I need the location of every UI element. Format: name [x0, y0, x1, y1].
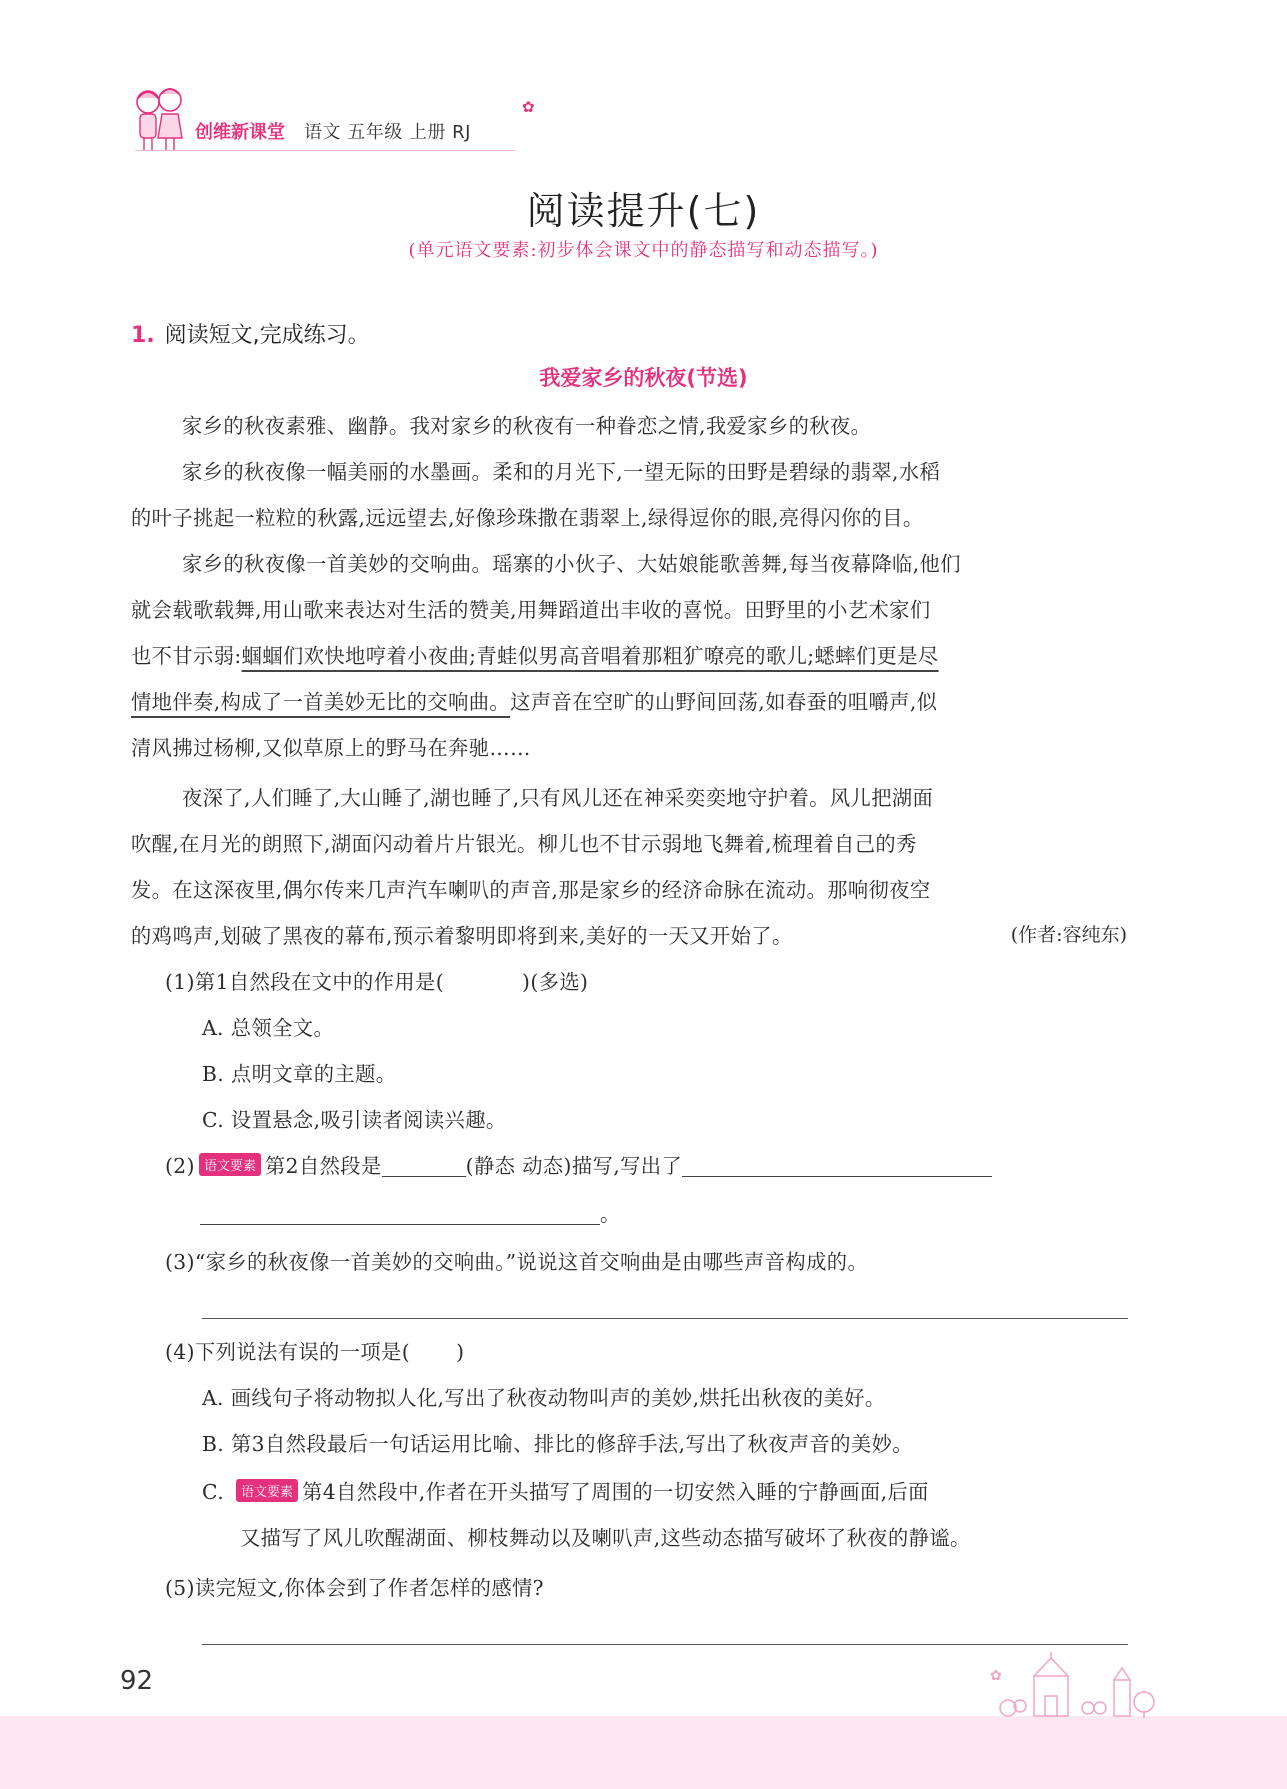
- q4-stem: (4)下列说法有误的一项是(: [165, 1340, 411, 1364]
- question-number: 1.: [131, 323, 155, 348]
- q2-end: 。: [600, 1202, 621, 1226]
- castle-illustration-icon: [990, 1650, 1160, 1720]
- question-heading: [131, 318, 370, 349]
- article-line: 夜深了,人们睡了,大山睡了,湖也睡了,只有风儿还在神采奕奕地守护着。风儿把湖面: [182, 786, 934, 810]
- q2-blank-type[interactable]: [382, 1176, 466, 1177]
- q1-stem: (1)第1自然段在文中的作用是(: [165, 970, 445, 994]
- sub-question-1: [165, 966, 588, 995]
- q4-option-a[interactable]: A. 画线句子将动物拟人化,写出了秋夜动物叫声的美妙,烘托出秋夜的美好。: [202, 1386, 886, 1410]
- article-author: (作者:容纯东): [1010, 924, 1127, 946]
- underlined-sentence: 蝈蝈们欢快地哼着小夜曲;青蛙似男高音唱着那粗犷嘹亮的歌儿;蟋蟀们更是尽: [241, 644, 939, 668]
- butterfly-icon: ✿: [522, 98, 535, 116]
- header-subject: 语文 五年级 上册 RJ: [304, 122, 471, 143]
- page-number: 92: [120, 1666, 154, 1696]
- q2-continuation: [200, 1198, 621, 1227]
- header-brand: 创维新课堂: [195, 122, 285, 143]
- element-badge: 语文要素: [199, 1153, 261, 1176]
- element-badge: 语文要素: [236, 1479, 298, 1502]
- article-line: 家乡的秋夜像一幅美丽的水墨画。柔和的月光下,一望无际的田野是碧绿的翡翠,水稻: [182, 460, 941, 484]
- page-subtitle: (单元语文要素:初步体会课文中的静态描写和动态描写。): [408, 240, 879, 261]
- q4-option-c-prefix: C.: [202, 1480, 225, 1504]
- q4-option-c[interactable]: [202, 1476, 929, 1505]
- q4-tail: ): [456, 1340, 465, 1364]
- article-line: [131, 640, 939, 669]
- sub-question-4: [165, 1336, 464, 1365]
- q1-option-c[interactable]: C. 设置悬念,吸引读者阅读兴趣。: [202, 1108, 507, 1132]
- article-line: [131, 686, 937, 715]
- article-line: 吹醒,在月光的朗照下,湖面闪动着片片银光。柳儿也不甘示弱地飞舞着,梳理着自己的秀: [131, 832, 917, 856]
- q2-blank-content-2[interactable]: [200, 1224, 600, 1225]
- q1-tail: )(多选): [522, 970, 589, 994]
- article-line: 的叶子挑起一粒粒的秋露,远远望去,好像珍珠撒在翡翠上,绿得逗你的眼,亮得闪你的目。: [131, 506, 924, 530]
- article-line: 清风拂过杨柳,又似草原上的野马在奔驰……: [131, 736, 531, 760]
- bottom-band: [0, 1716, 1287, 1789]
- sub-question-2: [165, 1150, 992, 1179]
- q1-option-b[interactable]: B. 点明文章的主题。: [202, 1062, 397, 1086]
- q4-option-c-line2: 又描写了风儿吹醒湖面、柳枝舞动以及喇叭声,这些动态描写破坏了秋夜的静谧。: [240, 1526, 971, 1550]
- article-title: 我爱家乡的秋夜(节选): [539, 366, 748, 390]
- article-text: 这声音在空旷的山野间回荡,如春蚕的咀嚼声,似: [510, 690, 938, 714]
- article-line: 就会载歌载舞,用山歌来表达对生活的赞美,用舞蹈道出丰收的喜悦。田野里的小艺术家们: [131, 598, 931, 622]
- q1-option-a[interactable]: A. 总领全文。: [202, 1016, 335, 1040]
- q2-text-a: 第2自然段是: [264, 1154, 382, 1178]
- underlined-sentence: 情地伴奏,构成了一首美妙无比的交响曲。: [131, 690, 511, 714]
- q2-blank-content[interactable]: [682, 1176, 992, 1177]
- q5-answer-line[interactable]: [202, 1644, 1128, 1645]
- q2-prefix: (2): [165, 1154, 195, 1178]
- q2-text-b: (静态 动态)描写,写出了: [465, 1154, 683, 1178]
- article-line: 家乡的秋夜素雅、幽静。我对家乡的秋夜有一种眷恋之情,我爱家乡的秋夜。: [182, 414, 872, 438]
- article-line: 的鸡鸣声,划破了黑夜的幕布,预示着黎明即将到来,美好的一天又开始了。: [131, 924, 793, 948]
- question-text: 阅读短文,完成练习。: [164, 323, 370, 348]
- header-kids-illustration: [128, 80, 190, 152]
- article-line: 家乡的秋夜像一首美妙的交响曲。瑶寨的小伙子、大姑娘能歌善舞,每当夜幕降临,他们: [182, 552, 961, 576]
- q4-option-b[interactable]: B. 第3自然段最后一句话运用比喻、排比的修辞手法,写出了秋夜声音的美妙。: [202, 1432, 913, 1456]
- q4-option-c-line1: 第4自然段中,作者在开头描写了周围的一切安然入睡的宁静画面,后面: [302, 1480, 929, 1504]
- svg-text:✿: ✿: [990, 1668, 1002, 1684]
- header-divider: [135, 150, 515, 151]
- sub-question-3: (3)“家乡的秋夜像一首美妙的交响曲。”说说这首交响曲是由哪些声音构成的。: [165, 1250, 869, 1274]
- sub-question-5: (5)读完短文,你体会到了作者怎样的感情?: [165, 1576, 544, 1600]
- article-text: 也不甘示弱:: [131, 644, 242, 668]
- q3-answer-line[interactable]: [202, 1318, 1128, 1319]
- article-line: 发。在这深夜里,偶尔传来几声汽车喇叭的声音,那是家乡的经济命脉在流动。那响彻夜空: [131, 878, 931, 902]
- page-title: 阅读提升(七): [526, 189, 761, 233]
